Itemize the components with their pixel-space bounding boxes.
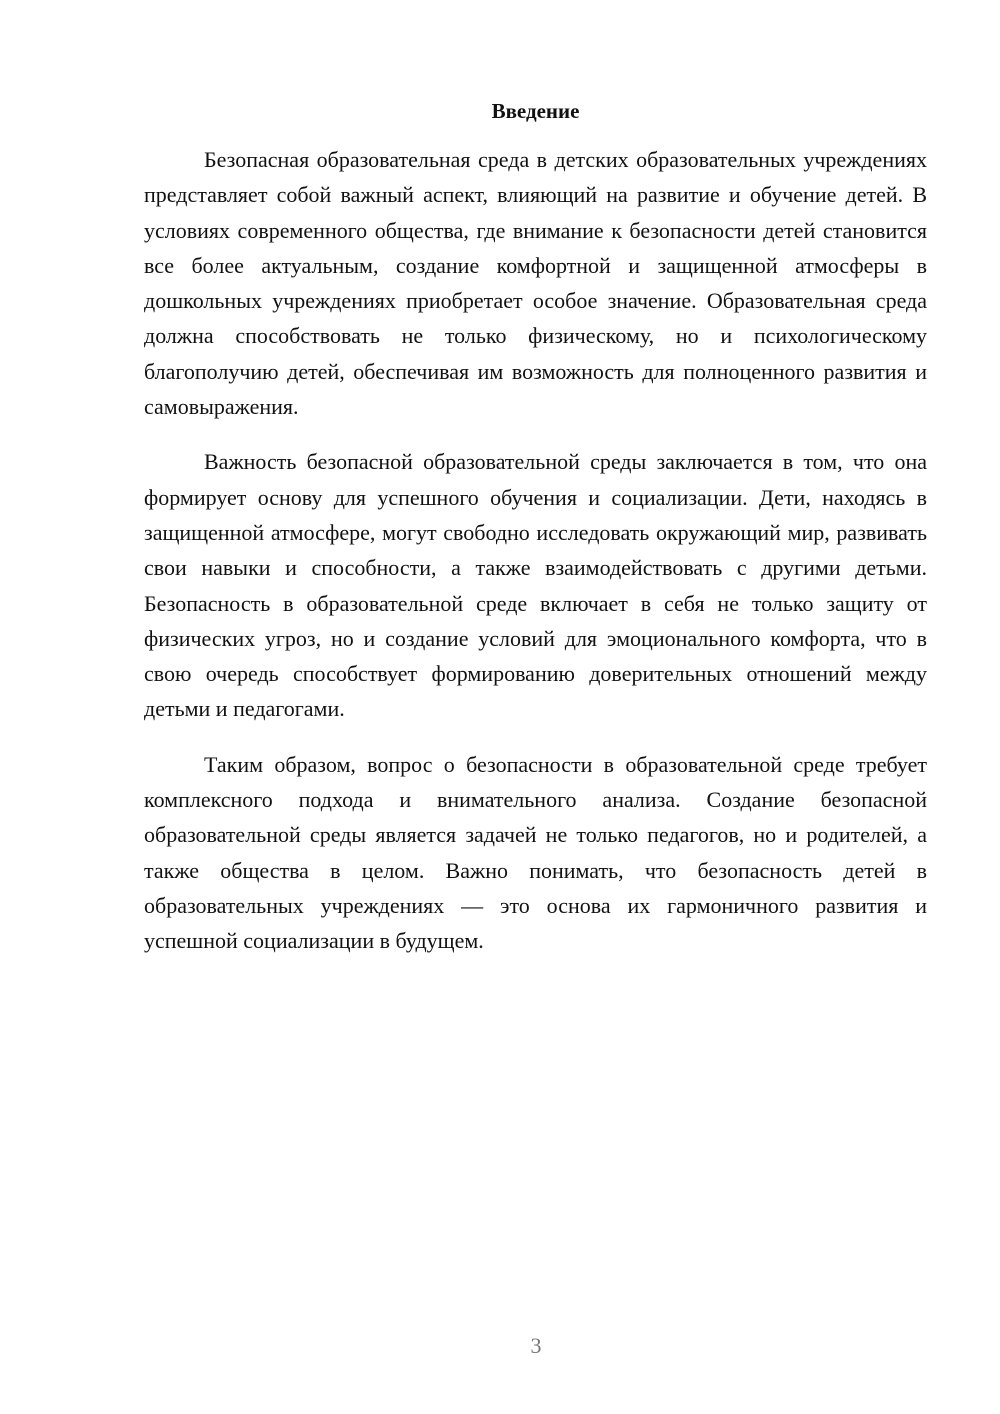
page-number: 3 xyxy=(530,1333,542,1358)
paragraph-1: Безопасная образовательная среда в детских образовательных учреждениях представляет собой важный аспект, влияющий на развитие и обучение детей. В условиях современного общества, где внимание к безопасности детей становится все более актуальным, создание комфортной и защищенной атмосферы в дошкольных учреждениях приобретает особое значение. Образовательная среда должна способствовать не только физическому, но и психологическому благополучию детей, обеспечивая им возможность для полноценного развития и самовыражения. xyxy=(144,147,927,420)
section-title: Введение xyxy=(491,99,580,123)
paragraph-3: Таким образом, вопрос о безопасности в образовательной среде требует комплексного подхода и внимательного анализа. Создание безопасной образовательной среды является задачей не только педагогов, но и родителей, а также общества в целом. Важно понимать, что безопасность детей в образовательных учреждениях — это основа их гармоничного развития и успешной социализации в будущем. xyxy=(144,751,927,954)
page-content xyxy=(144,96,927,959)
paragraph-2: Важность безопасной образовательной среды заключается в том, что она формирует основу для успешного обучения и социализации. Дети, находясь в защищенной атмосфере, могут свободно исследовать окружающий мир, развивать свои навыки и способности, а также взаимодействовать с другими детьми. Безопасность в образовательной среде включает в себя не только защиту от физических угроз, но и создание условий для эмоционального комфорта, что в свою очередь способствует формированию доверительных отношений между детьми и педагогами. xyxy=(144,449,927,722)
